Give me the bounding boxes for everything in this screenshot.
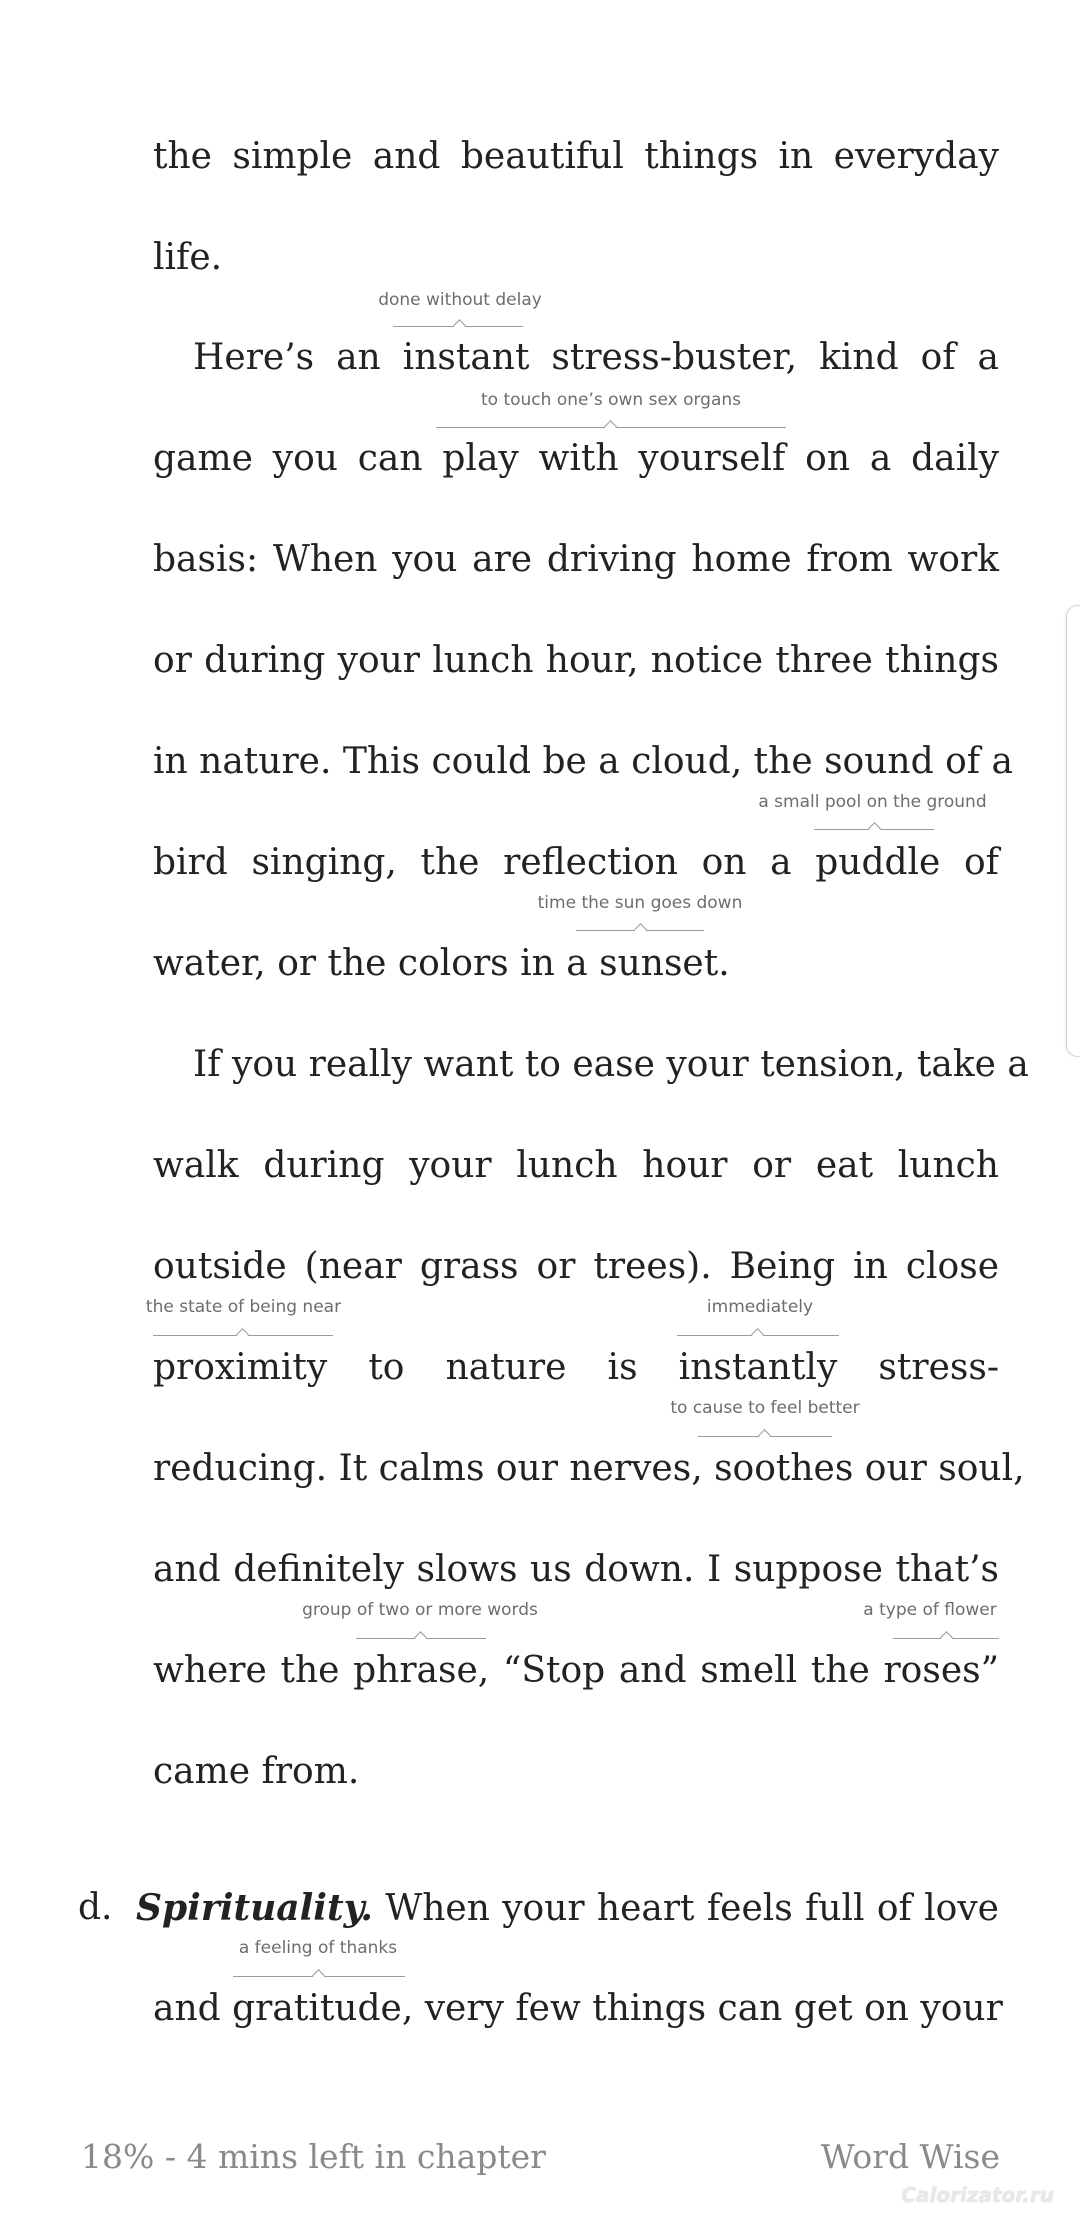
text-line: proximity to nature is instantly stress- [153, 1347, 999, 1388]
page-scroll-handle[interactable] [1066, 605, 1080, 1057]
text-line: outside (near grass or trees). Being in close [153, 1246, 999, 1287]
text-line: the simple and beautiful things in everyday [153, 136, 999, 177]
text-line: and definitely slows us down. I suppose that’s [153, 1549, 999, 1590]
word-wise-caret [414, 1631, 427, 1644]
word-wise-hint[interactable]: a feeling of thanks [238, 1938, 398, 1958]
word-wise-hint[interactable]: a type of flower [863, 1600, 997, 1620]
word-wise-caret [634, 923, 647, 936]
word-wise-hint[interactable]: to cause to feel better [670, 1398, 860, 1418]
list-item-text: When your heart feels full of love [385, 1888, 999, 1929]
word-wise-caret [604, 420, 617, 433]
word-wise-hint[interactable]: the state of being near [145, 1297, 342, 1317]
word-wise-toggle[interactable]: Word Wise [820, 2137, 1000, 2176]
text-line: in nature. This could be a cloud, the sound of a [153, 741, 1013, 782]
text-line: or during your lunch hour, notice three things [153, 640, 999, 681]
text-line: basis: When you are driving home from work [153, 539, 999, 580]
word-wise-caret [751, 1328, 764, 1341]
text-line: reducing. It calms our nerves, soothes our soul, [153, 1448, 1025, 1489]
list-marker: d. [78, 1887, 113, 1928]
text-line: water, or the colors in a sunset. [153, 943, 730, 984]
text-line: where the phrase, “Stop and smell the roses” [153, 1650, 999, 1691]
word-wise-hint[interactable]: time the sun goes down [537, 893, 743, 913]
text-line: came from. [153, 1751, 360, 1792]
word-wise-hint[interactable]: a small pool on the ground [758, 792, 987, 812]
list-item-line [136, 1883, 999, 1934]
list-item-heading: Spirituality. [136, 1887, 373, 1929]
word-wise-hint[interactable]: done without delay [378, 290, 542, 310]
word-wise-hint[interactable]: immediately [706, 1297, 814, 1317]
word-wise-hint[interactable]: to touch one’s own sex organs [480, 390, 742, 410]
word-wise-caret [940, 1631, 953, 1644]
word-wise-caret [758, 1429, 771, 1442]
text-line: bird singing, the reflection on a puddle of [153, 842, 999, 883]
text-line: game you can play with yourself on a daily [153, 438, 999, 479]
text-line: walk during your lunch hour or eat lunch [153, 1145, 999, 1186]
text-line: and gratitude, very few things can get on your [153, 1988, 1003, 2029]
word-wise-caret [868, 822, 881, 835]
reading-progress[interactable]: 18% - 4 mins left in chapter [81, 2137, 546, 2176]
text-line: Here’s an instant stress-buster, kind of a [193, 337, 999, 378]
text-line: If you really want to ease your tension, take a [193, 1044, 1029, 1085]
word-wise-caret [236, 1328, 249, 1341]
word-wise-caret [453, 319, 466, 332]
watermark: Calorizator.ru [901, 2183, 1054, 2207]
word-wise-caret [312, 1969, 325, 1982]
word-wise-hint[interactable]: group of two or more words [302, 1600, 538, 1620]
text-line: life. [153, 237, 223, 278]
